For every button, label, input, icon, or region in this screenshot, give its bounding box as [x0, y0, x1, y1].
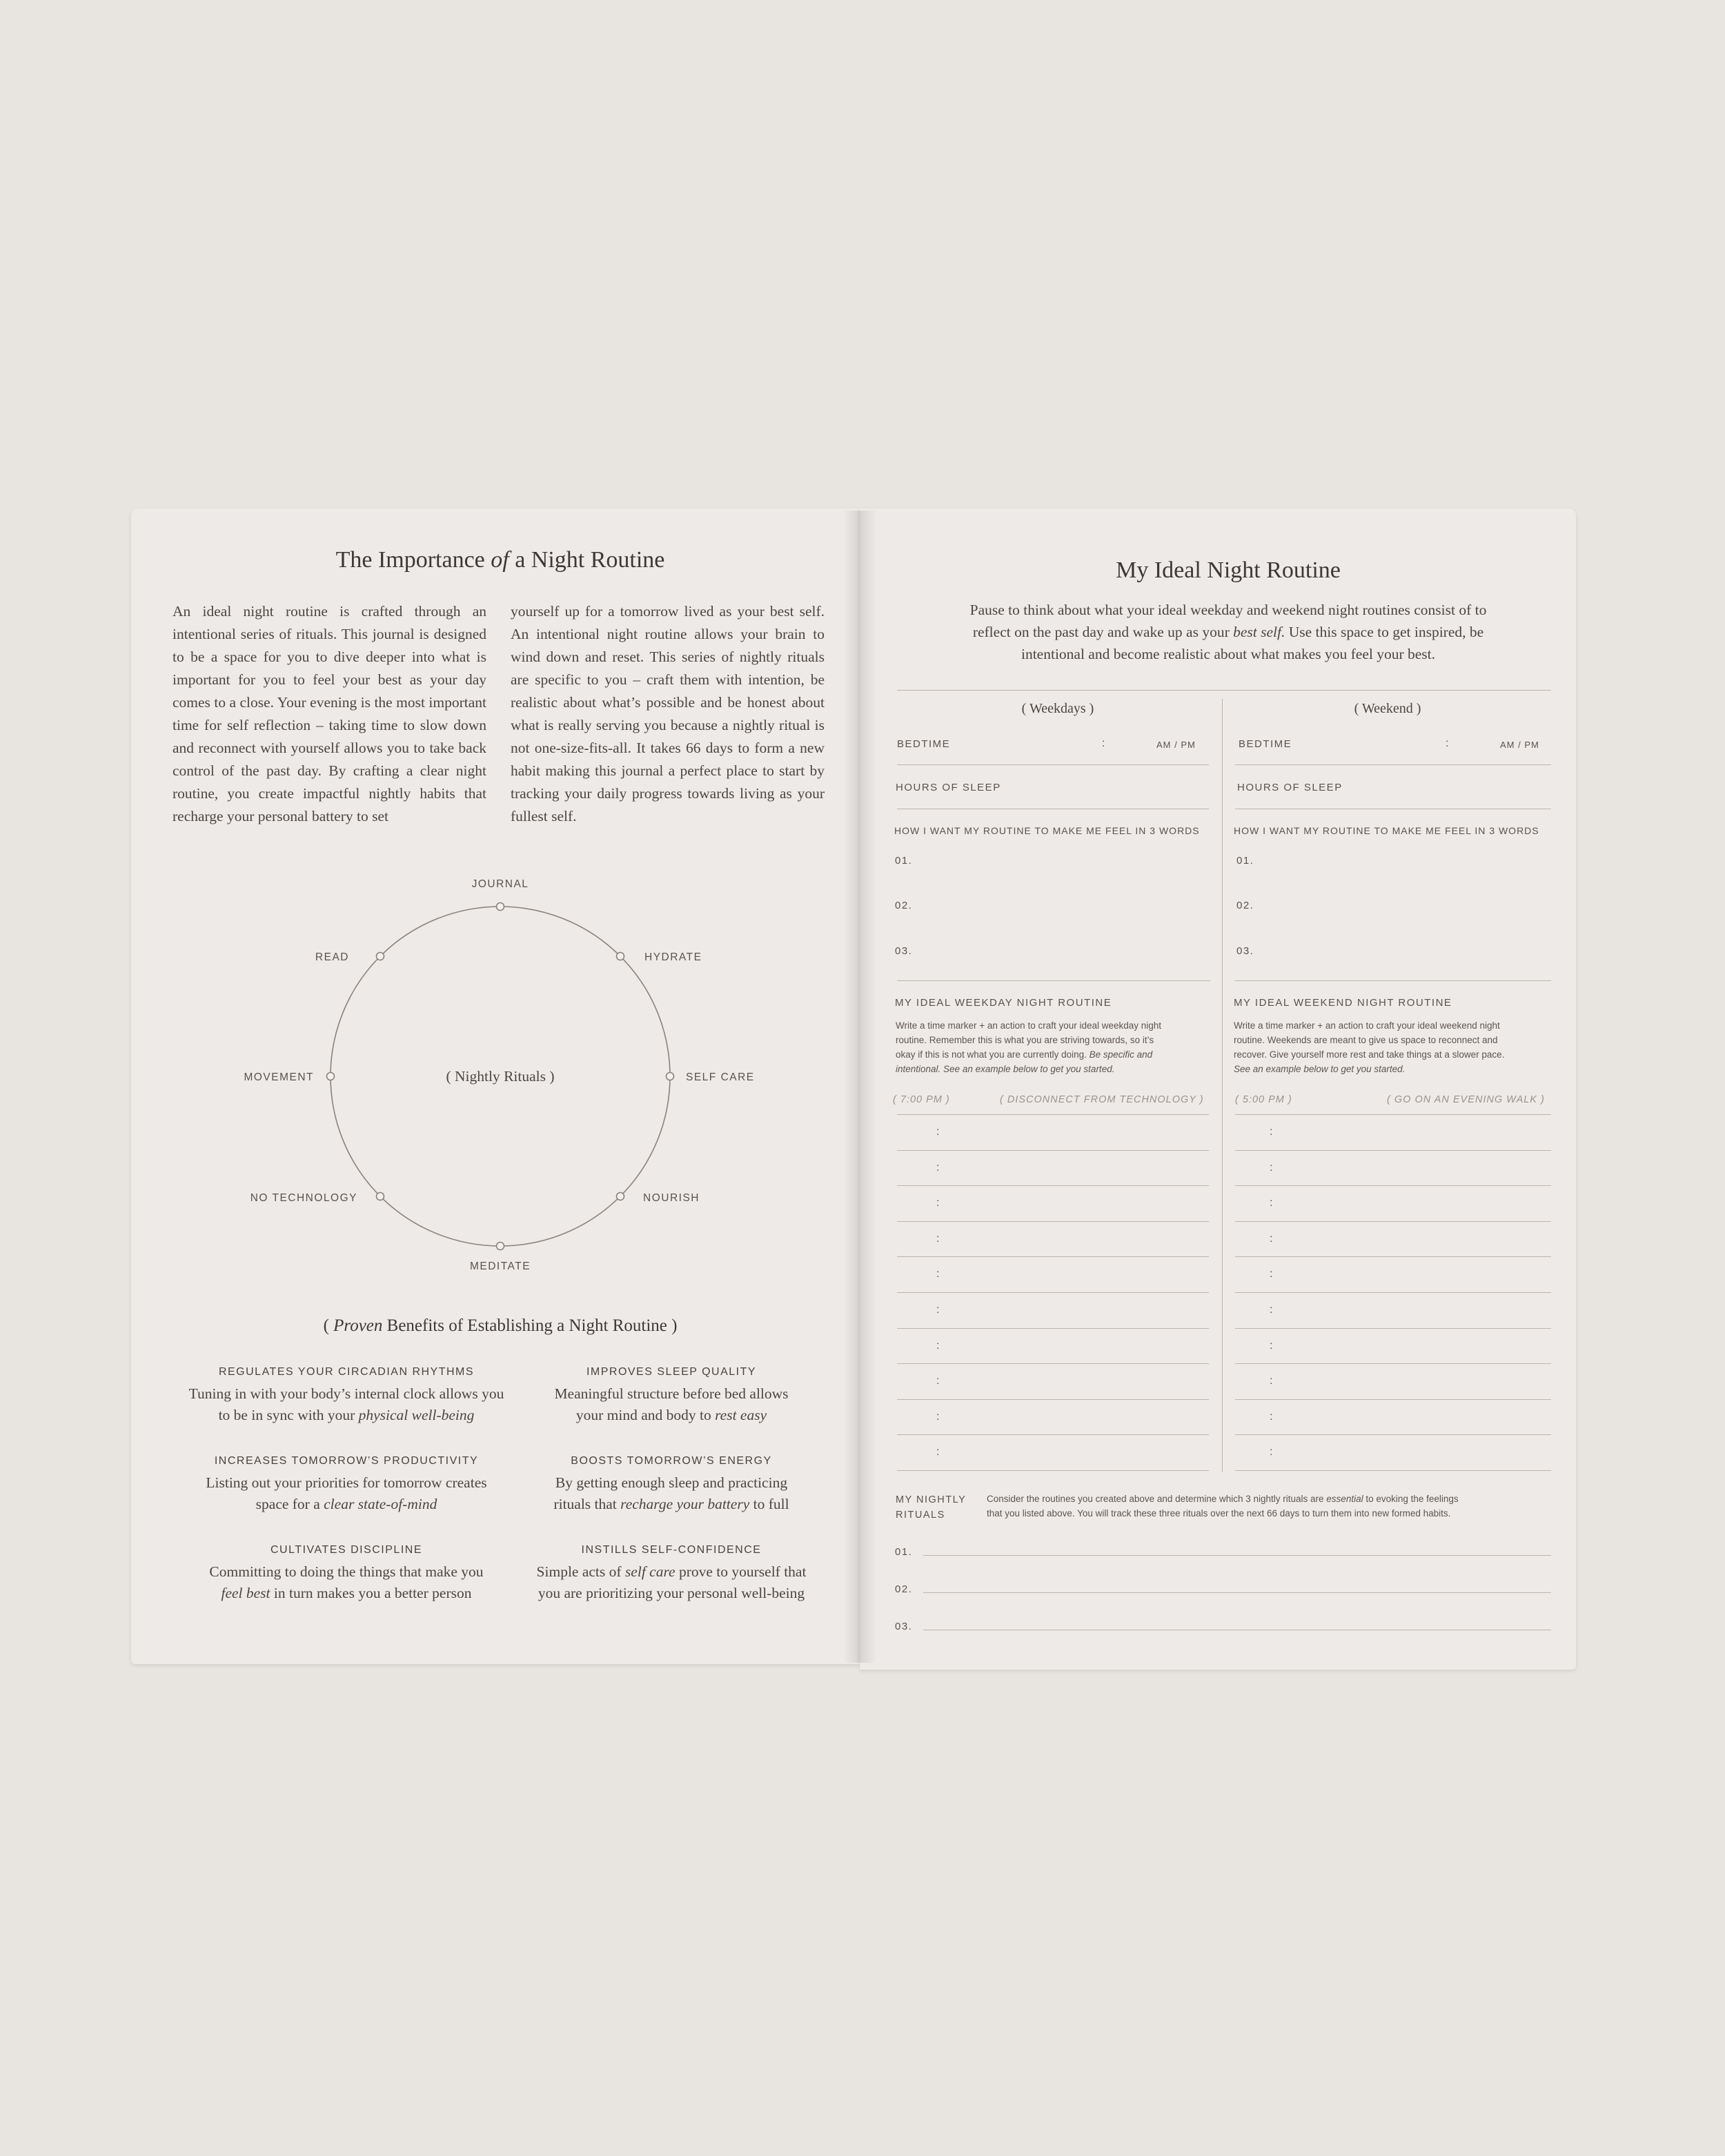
nightly-rituals-text: Consider the routines you created above and determine which 3 nightly rituals are essential to evoking the feelings that you listed above. You will track these three rituals over the next 66 days to turn them into new formed habits. — [987, 1494, 1459, 1519]
weekend-routine-time-colon: : — [1270, 1375, 1273, 1387]
weekend-routine-line[interactable] — [1235, 1328, 1551, 1329]
ritual-01-line[interactable] — [923, 1555, 1551, 1556]
wheel-label-nourish: NOURISH — [643, 1192, 700, 1204]
feel-01-weekday[interactable]: 01. — [895, 855, 913, 867]
weekday-example-action: ( DISCONNECT FROM TECHNOLOGY ) — [1000, 1094, 1204, 1105]
feel-03-weekend[interactable]: 03. — [1236, 945, 1254, 957]
feel-02-weekday[interactable]: 02. — [895, 900, 913, 911]
weekday-routine-line[interactable] — [897, 1221, 1209, 1222]
weekend-routine-line[interactable] — [1235, 1185, 1551, 1186]
weekday-routine-time-colon: : — [936, 1375, 940, 1387]
weekend-routine-time-colon: : — [1270, 1304, 1273, 1316]
right-intro: Pause to think about what your ideal weekday and weekend night routines consist of to reflect on the past day and wake up as your best self. Use this space to get inspired, be intentional and become realistic about what makes you feel your best. — [969, 602, 1487, 662]
weekend-routine-line[interactable] — [1235, 1470, 1551, 1471]
benefit-heading: BOOSTS TOMORROW’S ENERGY — [571, 1455, 772, 1467]
divider — [897, 690, 1551, 691]
weekday-routine-line[interactable] — [897, 1328, 1209, 1329]
feel-03-weekday[interactable]: 03. — [895, 945, 913, 957]
benefit-energy — [506, 1455, 837, 1515]
bedtime-line-weekend[interactable] — [1235, 764, 1551, 765]
hours-of-sleep-weekday: HOURS OF SLEEP — [896, 782, 1001, 793]
book-spine — [843, 511, 876, 1663]
wheel-label-movement: MOVEMENT — [244, 1071, 314, 1083]
column-divider — [1222, 699, 1223, 1472]
weekend-routine-line[interactable] — [1235, 1150, 1551, 1151]
benefit-heading: INCREASES TOMORROW’S PRODUCTIVITY — [214, 1455, 479, 1467]
weekend-example-time: ( 5:00 PM ) — [1235, 1094, 1292, 1105]
weekday-example-time: ( 7:00 PM ) — [893, 1094, 950, 1105]
benefit-heading: CULTIVATES DISCIPLINE — [270, 1544, 422, 1556]
weekend-routine-time-colon: : — [1270, 1233, 1273, 1245]
benefit-discipline — [181, 1544, 512, 1604]
wheel-node-journal — [497, 903, 504, 911]
benefits-title: ( Proven Benefits of Establishing a Night Routine ) — [323, 1316, 678, 1335]
benefit-circadian — [181, 1366, 512, 1426]
bedtime-line-weekday[interactable] — [897, 764, 1209, 765]
wheel-label-journal: JOURNAL — [471, 878, 529, 890]
ampm-weekend[interactable]: AM / PM — [1500, 740, 1539, 750]
wheel-label-meditate: MEDITATE — [469, 1260, 531, 1272]
weekend-example-action: ( GO ON AN EVENING WALK ) — [1387, 1094, 1545, 1105]
weekday-instructions: Write a time marker + an action to craft your ideal weekday night routine. Remember this is what you are striving towards, so it’s okay if this is not what you are currently doing. Be specific and intentional. See an example below to get you started. — [896, 1020, 1162, 1074]
benefit-text: By getting enough sleep and practicing rituals that recharge your battery to full — [553, 1474, 789, 1512]
weekday-routine-line[interactable] — [897, 1114, 1209, 1115]
wheel-label-no-technology: NO TECHNOLOGY — [250, 1192, 357, 1204]
weekday-routine-time-colon: : — [936, 1340, 940, 1352]
benefit-heading: INSTILLS SELF-CONFIDENCE — [581, 1544, 762, 1556]
weekend-routine-time-colon: : — [1270, 1268, 1273, 1280]
intro-column-2: yourself up for a tomorrow lived as your best self. An intentional night routine allows your brain to wind down and reset. This series of nightly rituals are specific to you – craft them with intention, be realistic about what’s possible and be honest about what is really serving you because a nightly ritual is not one-size-fits-all. It takes 66 days to form a new habit making this journal a perfect place to start by tracking your daily progress towards living as your fullest self. — [511, 603, 825, 824]
weekend-routine-time-colon: : — [1270, 1162, 1273, 1174]
ritual-02-line[interactable] — [923, 1592, 1551, 1593]
intro-column-1: An ideal night routine is crafted through an intentional series of rituals. This journal is designed to be a space for you to dive deeper into what is important for you to feel your best as your day comes to a close. Your evening is the most important time for self reflection – taking time to slow down and reconnect with yourself allows you to take back control of the past day. By crafting a clear night routine, you create impactful nightly habits that recharge your personal battery to set — [172, 603, 486, 824]
hours-of-sleep-weekend: HOURS OF SLEEP — [1237, 782, 1343, 793]
weekend-routine-line[interactable] — [1235, 1434, 1551, 1435]
title-text: a Night Routine — [509, 547, 665, 573]
bedtime-colon: : — [1102, 738, 1105, 749]
ampm-weekday[interactable]: AM / PM — [1156, 740, 1196, 750]
weekday-routine-time-colon: : — [936, 1233, 940, 1245]
feel-label-weekend: HOW I WANT MY ROUTINE TO MAKE ME FEEL IN 3 WORDS — [1234, 825, 1539, 836]
feel-01-weekend[interactable]: 01. — [1236, 855, 1254, 867]
ritual-03-label: 03. — [895, 1621, 913, 1632]
weekday-routine-time-colon: : — [936, 1197, 940, 1209]
wheel-node-read — [377, 953, 384, 960]
benefit-text: Tuning in with your body’s internal clock allows you to be in sync with your physical well-being — [188, 1385, 504, 1423]
wheel-center-label: ( Nightly Rituals ) — [446, 1068, 555, 1085]
weekday-routine-line[interactable] — [897, 1470, 1209, 1471]
title-text: The Importance — [335, 547, 491, 573]
wheel-node-no-technology — [377, 1193, 384, 1200]
benefit-heading: IMPROVES SLEEP QUALITY — [586, 1366, 757, 1378]
divider — [897, 980, 1210, 981]
benefit-productivity — [181, 1455, 512, 1515]
nightly-rituals-wheel — [207, 856, 800, 1283]
divider — [1235, 980, 1551, 981]
benefit-self-confidence — [506, 1544, 837, 1604]
benefit-text: Simple acts of self care prove to yourself that you are prioritizing your personal well-being — [536, 1563, 807, 1601]
wheel-label-self-care: SELF CARE — [686, 1071, 755, 1083]
weekday-routine-time-colon: : — [936, 1162, 940, 1174]
benefit-heading: REGULATES YOUR CIRCADIAN RHYTHMS — [218, 1366, 475, 1378]
weekend-routine-line[interactable] — [1235, 1114, 1551, 1115]
weekend-instructions: Write a time marker + an action to craft your ideal weekend night routine. Weekends are meant to give us space to reconnect and recover. Give yourself more rest and take things at a slower pace. See an example below to get you started. — [1234, 1020, 1505, 1074]
weekend-routine-line[interactable] — [1235, 1256, 1551, 1257]
weekend-routine-line[interactable] — [1235, 1221, 1551, 1222]
wheel-node-movement — [327, 1073, 335, 1080]
weekend-routine-line[interactable] — [1235, 1363, 1551, 1364]
weekend-routine-time-colon: : — [1270, 1446, 1273, 1458]
weekday-routine-line[interactable] — [897, 1256, 1209, 1257]
page-title-right: My Ideal Night Routine — [1116, 557, 1341, 583]
weekend-routine-label: MY IDEAL WEEKEND NIGHT ROUTINE — [1234, 997, 1452, 1009]
weekend-routine-line[interactable] — [1235, 1399, 1551, 1400]
weekday-routine-time-colon: : — [936, 1411, 940, 1423]
benefit-text: Listing out your priorities for tomorrow creates space for a clear state-of-mind — [206, 1474, 487, 1512]
weekday-routine-line[interactable] — [897, 1292, 1209, 1293]
weekday-routine-time-colon: : — [936, 1304, 940, 1316]
weekend-routine-time-colon: : — [1270, 1411, 1273, 1423]
benefit-text: Committing to doing the things that make you feel best in turn makes you a better person — [209, 1563, 484, 1601]
weekend-header: ( Weekend ) — [1354, 701, 1421, 716]
weekday-routine-line[interactable] — [897, 1150, 1209, 1151]
weekday-routine-line[interactable] — [897, 1185, 1209, 1186]
ritual-01-label: 01. — [895, 1546, 913, 1558]
feel-02-weekend[interactable]: 02. — [1236, 900, 1254, 911]
bedtime-colon: : — [1446, 738, 1449, 749]
feel-label-weekday: HOW I WANT MY ROUTINE TO MAKE ME FEEL IN 3 WORDS — [894, 825, 1200, 836]
nightly-rituals-label: MY NIGHTLY RITUALS — [896, 1494, 967, 1521]
weekday-routine-line[interactable] — [897, 1363, 1209, 1364]
wheel-node-self-care — [667, 1073, 674, 1080]
weekday-routine-time-colon: : — [936, 1268, 940, 1280]
weekday-routine-time-colon: : — [936, 1446, 940, 1458]
weekend-routine-time-colon: : — [1270, 1126, 1273, 1138]
weekday-routine-time-colon: : — [936, 1126, 940, 1138]
weekday-routine-line[interactable] — [897, 1399, 1209, 1400]
page-title-left — [172, 547, 828, 573]
ritual-02-label: 02. — [895, 1583, 913, 1595]
wheel-node-nourish — [617, 1193, 624, 1200]
wheel-label-hydrate: HYDRATE — [644, 951, 702, 963]
bedtime-label-weekend: BEDTIME — [1239, 738, 1292, 750]
title-italic: of — [491, 547, 509, 573]
benefit-sleep-quality — [506, 1366, 837, 1426]
weekdays-header: ( Weekdays ) — [1021, 701, 1094, 716]
bedtime-label-weekday: BEDTIME — [897, 738, 951, 750]
wheel-node-meditate — [497, 1243, 504, 1250]
benefit-text: Meaningful structure before bed allows your mind and body to rest easy — [554, 1385, 789, 1423]
weekend-routine-time-colon: : — [1270, 1197, 1273, 1209]
weekend-routine-time-colon: : — [1270, 1340, 1273, 1352]
wheel-node-hydrate — [617, 953, 624, 960]
weekday-routine-line[interactable] — [897, 1434, 1209, 1435]
weekend-routine-line[interactable] — [1235, 1292, 1551, 1293]
weekday-routine-label: MY IDEAL WEEKDAY NIGHT ROUTINE — [895, 997, 1112, 1009]
wheel-label-read: READ — [315, 951, 349, 963]
